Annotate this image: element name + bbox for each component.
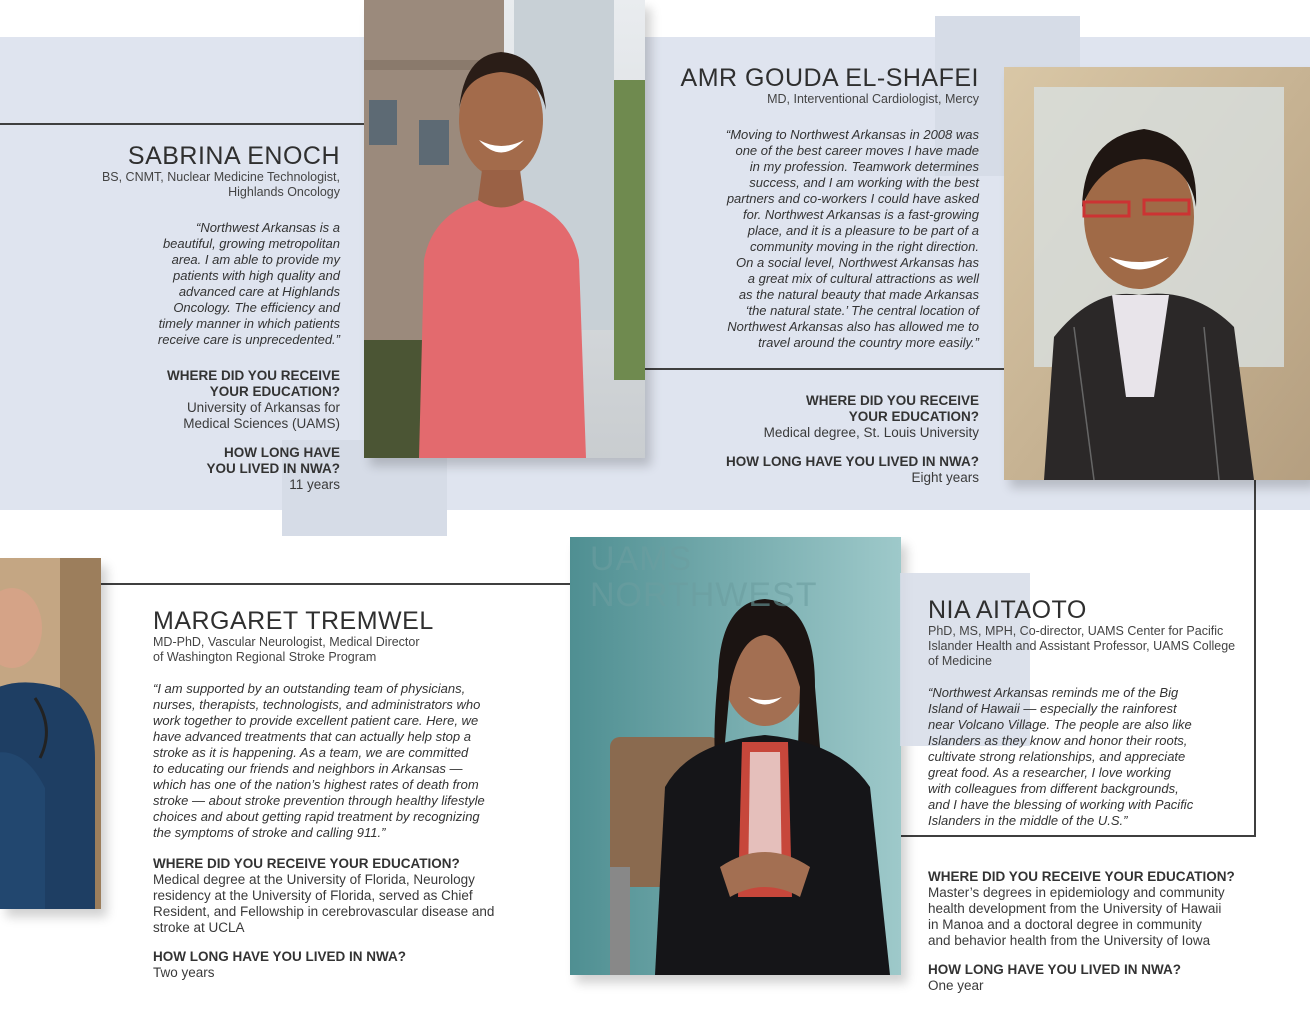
residence-answer: Eight years bbox=[911, 470, 979, 485]
person-credentials: BS, CNMT, Nuclear Medicine Technologist, Highlands Oncology bbox=[101, 170, 340, 199]
person-credentials: MD, Interventional Cardiologist, Mercy bbox=[767, 92, 979, 106]
profile-sabrina-enoch bbox=[20, 142, 340, 493]
education-question: WHERE DID YOU RECEIVE YOUR EDUCATION? bbox=[153, 856, 460, 871]
person-name: NIA AITAOTO bbox=[928, 596, 1087, 624]
portrait-photo-nia bbox=[570, 537, 901, 975]
residence-question: HOW LONG HAVE YOU LIVED IN NWA? bbox=[725, 454, 979, 469]
education-answer: Medical degree at the University of Florida, Neurology residency at the University of Florida, served as Chief Resident, and Fellowship in cerebrovascular disease and stroke at UCLA bbox=[153, 872, 495, 935]
education-question: WHERE DID YOU RECEIVE YOUR EDUCATION? bbox=[166, 368, 340, 399]
photo-sign-text: UAMS NORTHWEST bbox=[590, 540, 818, 614]
divider-rule bbox=[0, 123, 364, 125]
education-answer: Medical degree, St. Louis University bbox=[763, 425, 979, 440]
residence-answer: One year bbox=[928, 978, 984, 993]
person-name: SABRINA ENOCH bbox=[127, 142, 340, 170]
residence-answer: Two years bbox=[153, 965, 215, 980]
person-name: MARGARET TREMWEL bbox=[153, 607, 434, 635]
divider-rule bbox=[1254, 478, 1256, 836]
education-answer: Master’s degrees in epidemiology and community health development from the University of Hawaii in Manoa and a doctoral degree in community and behavior health from the University of Iowa bbox=[928, 885, 1225, 948]
person-name: AMR GOUDA EL-SHAFEI bbox=[680, 64, 979, 92]
education-question: WHERE DID YOU RECEIVE YOUR EDUCATION? bbox=[928, 869, 1235, 884]
person-quote: “I am supported by an outstanding team of physicians, nurses, therapists, technologists, and administrators who work together to provide excellent patient care. Here, we have advanced treatments that can actually help stop a stroke as it is happening. As a team, we are committed to educating our friends and neighbors in Arkansas — which has one of the nation’s highest rates of death from stroke — about stroke prevention through healthy lifestyle choices and about getting rapid treatment by recognizing the symptoms of stroke and calling 911.” bbox=[153, 681, 485, 840]
education-answer: University of Arkansas for Medical Sciences (UAMS) bbox=[183, 400, 340, 431]
profile-nia-aitaoto bbox=[928, 596, 1248, 994]
residence-question: HOW LONG HAVE YOU LIVED IN NWA? bbox=[153, 949, 407, 964]
person-credentials: MD-PhD, Vascular Neurologist, Medical Director of Washington Regional Stroke Program bbox=[153, 635, 420, 664]
profile-amr-gouda-el-shafei bbox=[639, 64, 979, 486]
portrait-photo-sabrina bbox=[364, 0, 645, 458]
person-quote: “Northwest Arkansas is a beautiful, growing metropolitan area. I am able to provide my patients with high quality and advanced care at Highlands Oncology. The efficiency and timely manner in which patients receive care is unprecedented.” bbox=[157, 220, 340, 347]
person-quote: “Moving to Northwest Arkansas in 2008 was one of the best career moves I have made in my profession. Teamwork determines success, and I am working with the best partners and co-workers I could have asked for. Northwest Arkansas is a fast-growing place, and it is a pleasure to be part of a community moving in the right direction. On a social level, Northwest Arkansas has a great mix of cultural attractions as well as the natural beauty that made Arkansas ‘the natural state.’ The central location of Northwest Arkansas also has allowed me to travel around the country more easily.” bbox=[725, 127, 979, 350]
residence-question: HOW LONG HAVE YOU LIVED IN NWA? bbox=[206, 445, 340, 476]
divider-rule bbox=[101, 583, 571, 585]
person-quote: “Northwest Arkansas reminds me of the Big Island of Hawaii — especially the rainforest near Volcano Village. The people are also like Islanders as they know and honor their roots, cultivate strong relationships, and appreciate great food. As a researcher, I love working with colleagues from different backgrounds, and I have the blessing of working with Pacific Islanders in the middle of the U.S.” bbox=[928, 685, 1194, 828]
portrait-photo-margaret bbox=[0, 558, 101, 909]
residence-question: HOW LONG HAVE YOU LIVED IN NWA? bbox=[928, 962, 1182, 977]
residence-answer: 11 years bbox=[289, 477, 340, 492]
education-question: WHERE DID YOU RECEIVE YOUR EDUCATION? bbox=[805, 393, 979, 424]
person-credentials: PhD, MS, MPH, Co-director, UAMS Center for Pacific Islander Health and Assistant Professor, UAMS College of Medicine bbox=[928, 624, 1236, 668]
profile-margaret-tremwel bbox=[153, 607, 523, 981]
portrait-photo-amr bbox=[1004, 67, 1310, 480]
